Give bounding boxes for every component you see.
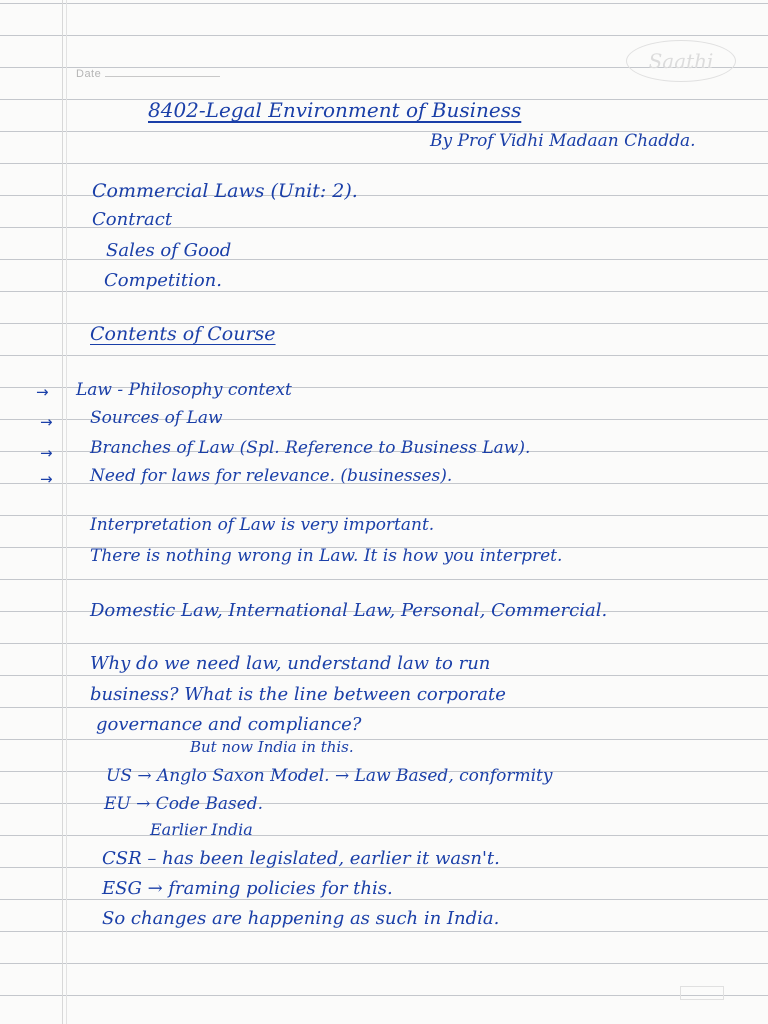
bullet-arrow-icon: → bbox=[36, 383, 49, 401]
unit-item-contract: Contract bbox=[92, 209, 173, 230]
byline: By Prof Vidhi Madaan Chadda. bbox=[430, 131, 696, 151]
unit-item-sales: Sales of Good bbox=[106, 240, 232, 261]
note-question-3: governance and compliance? bbox=[96, 714, 362, 735]
note-law-types: Domestic Law, International Law, Personal, Commercial. bbox=[90, 600, 608, 621]
note-aside-india: But now India in this. bbox=[190, 738, 354, 756]
note-interpretation: Interpretation of Law is very important. bbox=[90, 515, 435, 535]
note-question-1: Why do we need law, understand law to run bbox=[90, 653, 491, 674]
note-eu-model: EU → Code Based. bbox=[104, 794, 264, 814]
date-blank bbox=[105, 66, 220, 77]
note-earlier-india: Earlier India bbox=[150, 820, 253, 839]
date-label: Date bbox=[76, 68, 102, 80]
note-interpretation-2: There is nothing wrong in Law. It is how you interpret. bbox=[90, 546, 563, 566]
bullet-arrow-icon: → bbox=[40, 470, 53, 488]
date-field bbox=[76, 66, 220, 80]
margin-line-inner bbox=[66, 0, 67, 1024]
contents-item: Need for laws for relevance. (businesses). bbox=[90, 466, 453, 486]
contents-item: Branches of Law (Spl. Reference to Business Law). bbox=[90, 438, 531, 458]
unit-item-competition: Competition. bbox=[104, 270, 222, 291]
brand-logo: Saathi bbox=[626, 40, 736, 82]
contents-heading: Contents of Course bbox=[90, 323, 276, 345]
page-number-box bbox=[680, 986, 724, 1000]
margin-line bbox=[62, 0, 63, 1024]
note-esg: ESG → framing policies for this. bbox=[102, 878, 393, 899]
bullet-arrow-icon: → bbox=[40, 444, 53, 462]
note-question-2: business? What is the line between corporate bbox=[90, 684, 506, 705]
note-changes: So changes are happening as such in India. bbox=[102, 908, 500, 929]
bullet-arrow-icon: → bbox=[40, 413, 53, 431]
note-us-model: US → Anglo Saxon Model. → Law Based, conformity bbox=[106, 766, 553, 786]
note-csr: CSR – has been legislated, earlier it wasn't. bbox=[102, 848, 500, 869]
unit-heading: Commercial Laws (Unit: 2). bbox=[92, 180, 358, 202]
contents-item: Law - Philosophy context bbox=[76, 380, 292, 400]
contents-item: Sources of Law bbox=[90, 408, 223, 428]
course-title: 8402-Legal Environment of Business bbox=[148, 98, 522, 122]
